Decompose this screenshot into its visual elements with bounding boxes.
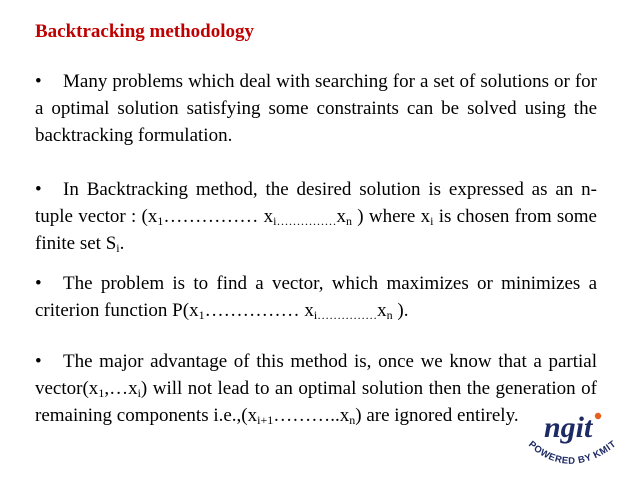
logo-tagline: POWERED BY KMIT	[526, 438, 619, 467]
bullet-4-text-b: ,…x	[104, 378, 138, 399]
subscript: 1	[198, 308, 205, 322]
bullet-2-dots: ……………	[276, 214, 337, 228]
bullet-4-text-d: ………..x	[273, 405, 350, 426]
logo-dot	[595, 413, 601, 419]
bullet-marker: •	[35, 179, 42, 200]
bullet-4-text-a: The major advantage of this method is, once we know that a partial vector(x	[35, 351, 597, 399]
ngit-logo-graphic	[522, 405, 634, 477]
bullet-3-text-d: ).	[392, 300, 409, 321]
subscript: n	[349, 413, 356, 427]
bullet-4-text-e: ) are ignored entirely.	[355, 405, 519, 426]
subscript: i	[137, 386, 141, 400]
bullet-2-text-f: .	[119, 233, 125, 254]
bullet-2-text-e: is chosen from some finite set S	[35, 206, 597, 254]
bullet-marker: •	[35, 273, 42, 294]
bullet-marker: •	[35, 71, 42, 92]
subscript: n	[386, 308, 393, 322]
bullet-3-text-c: x	[377, 300, 387, 321]
subscript: 1	[157, 214, 164, 228]
bullet-3	[35, 270, 597, 324]
subscript: i	[313, 308, 318, 322]
bullet-3-text-a: The problem is to find a vector, which maximizes or minimizes a criterion function P(x	[35, 273, 597, 321]
bullet-4-text-c: ) will not lead to an optimal solution then the generation of remaining components i.e.,(x	[35, 378, 597, 426]
bullet-2-text-a: In Backtracking method, the desired solution is expressed as an n-tuple vector : (x	[35, 179, 597, 227]
bullet-2-text-d: ) where x	[352, 206, 431, 227]
slide-title: Backtracking methodology	[35, 21, 255, 42]
subscript: i	[430, 214, 434, 228]
subscript: 1	[98, 386, 105, 400]
subscript: n	[346, 214, 353, 228]
logo-wordmark: ngit	[544, 411, 593, 444]
ngit-logo	[522, 405, 634, 477]
bullet-3-dots: ……………	[317, 308, 378, 322]
subscript: i	[273, 214, 277, 228]
bullet-2	[35, 176, 597, 257]
subscript: i	[116, 241, 120, 255]
subscript: i+1	[257, 413, 274, 427]
bullet-2-text-c: x	[336, 206, 347, 227]
bullet-2-text-b: …………… x	[163, 206, 274, 227]
bullet-1	[35, 68, 597, 149]
bullet-3-text-b: …………… x	[204, 300, 314, 321]
bullet-1-text: Many problems which deal with searching for a set of solutions or for a optimal solution satisfying some constraints can be solved using the backtracking formulation.	[35, 71, 597, 146]
bullet-4	[35, 348, 597, 429]
bullet-marker: •	[35, 351, 42, 372]
